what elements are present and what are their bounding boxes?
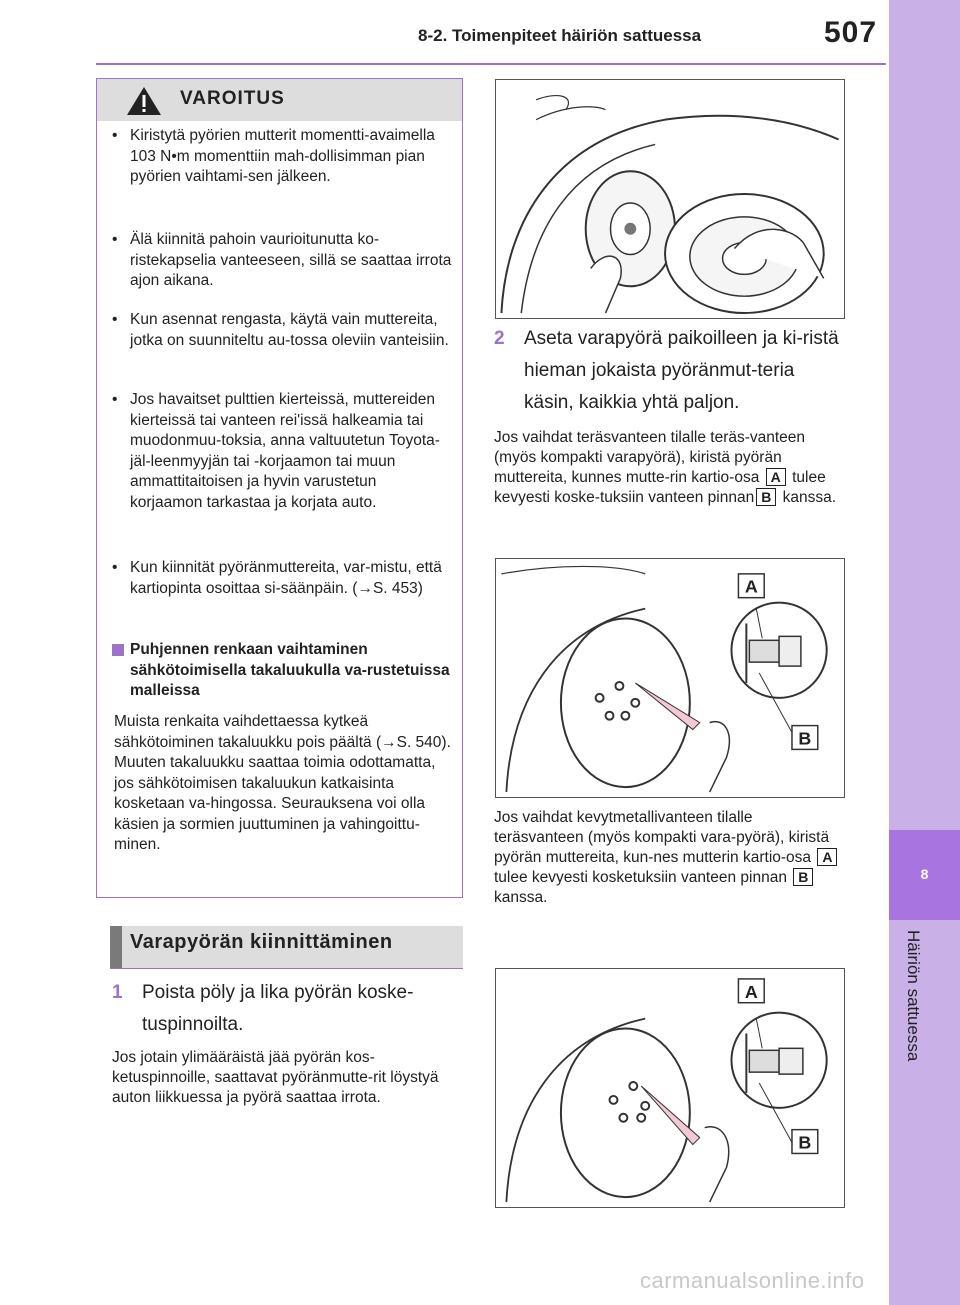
section-rule (110, 968, 463, 969)
warning-subtext: Muista renkaita vaihdettaessa kytkeä sähkötoiminen takaluukku pois päältä (→S. 540). Muuten takaluukku saattaa toimia odottamatta, jos sähkötoimisen takaluukun katkaisinta kosketaan va-hingossa. Seurauksena voi olla käsien ja sormien juuttuminen ja vahingoittu-minen. (114, 713, 451, 853)
figure-steel-wheel-nut (495, 558, 845, 798)
warning-item: • Kun kiinnität pyöränmuttereita, var-mistu, että kartiopinta osoittaa si-säänpäin. (→S. 453) (112, 559, 442, 597)
chapter-number: 8 (920, 866, 929, 882)
page-number: 507 (824, 16, 878, 49)
warning-triangle-icon (126, 86, 162, 116)
wheel-hub-illustration (496, 80, 844, 318)
chapter-title-vertical (893, 930, 923, 1200)
warning-subheading: Puhjennen renkaan vaihtaminen sähkötoimisella takaluukulla va-rustetuissa malleissa (112, 640, 452, 702)
figure-label-a: A (744, 981, 758, 1002)
warning-title: VAROITUS (180, 88, 285, 109)
step-1-note: Jos jotain ylimääräistä jää pyörän kos-ketuspinnoille, saattavat pyöränmutte-rit löystyä auton liikkuessa ja pyörä saattaa irrota. (112, 1049, 439, 1106)
label-a: A (766, 468, 786, 486)
section-header-title: 8-2. Toimenpiteet häiriön sattuessa (418, 26, 702, 45)
square-bullet-icon (112, 644, 124, 656)
header-rule (96, 63, 886, 65)
step-2-note-alloy: Jos vaihdat kevytmetallivanteen tilalle teräsvanteen (myös kompakti vara-pyörä), kiristä pyörän muttereita, kun-nes mutterin kartio-osa A tulee kevyesti kosketuksiin vanteen pinnan B kanssa. (494, 808, 846, 908)
label-a: A (817, 848, 837, 866)
figure-clean-hub (495, 79, 845, 319)
steel-wheel-nut-illustration (496, 559, 844, 797)
label-b: B (756, 488, 776, 506)
figure-label-b: B (798, 1132, 812, 1153)
warning-item: • Kun asennat rengasta, käytä vain muttereita, jotka on suunniteltu au-tossa oleviin vanteisiin. (112, 311, 449, 349)
step-2-note-steel: Jos vaihdat teräsvanteen tilalle teräs-vanteen (myös kompakti varapyörä), kiristä pyörän muttereita, kunnes mutte-rin kartio-osa A tulee kevyesti koske-tuksiin vanteen pinnan B kanssa. (494, 429, 837, 506)
label-b: B (793, 868, 813, 886)
warning-item: • Jos havaitset pulttien kierteissä, muttereiden kierteissä tai vanteen rei'issä halkeamia tai muodonmuu-toksia, anna valtuutetun Toyota-jäl-leenmyyjän tai -korjaamon tai muun ammattitaitoisen ja hyvin varustetun korjaamon tarkastaa ja korjata auto. (112, 391, 440, 511)
section-heading-bar (110, 926, 122, 968)
watermark-text: carmanualsonline.info (640, 1268, 865, 1293)
section-heading: Varapyörän kiinnittäminen (130, 931, 393, 953)
step-2: 2 Aseta varapyörä paikoilleen ja ki-ristä hieman jokaista pyöränmut-teria käsin, kaikkia yhtä paljon. (494, 328, 839, 413)
warning-item: • Älä kiinnitä pahoin vaurioitunutta ko-ristekapselia vanteeseen, sillä se saattaa irrota ajon aikana. (112, 231, 452, 289)
figure-alloy-wheel-nut (495, 968, 845, 1208)
chapter-title: Häiriön sattuessa (904, 930, 923, 1062)
step-1: 1 Poista pöly ja lika pyörän koske-tuspinnoilta. (112, 982, 414, 1035)
warning-item: • Kiristytä pyörien mutterit momentti-avaimella 103 N•m momenttiin mah-dollisimman pian pyörien vaihtami-sen jälkeen. (112, 127, 435, 185)
alloy-wheel-nut-illustration (496, 969, 844, 1207)
figure-label-b: B (798, 728, 812, 749)
figure-label-a: A (744, 576, 758, 597)
